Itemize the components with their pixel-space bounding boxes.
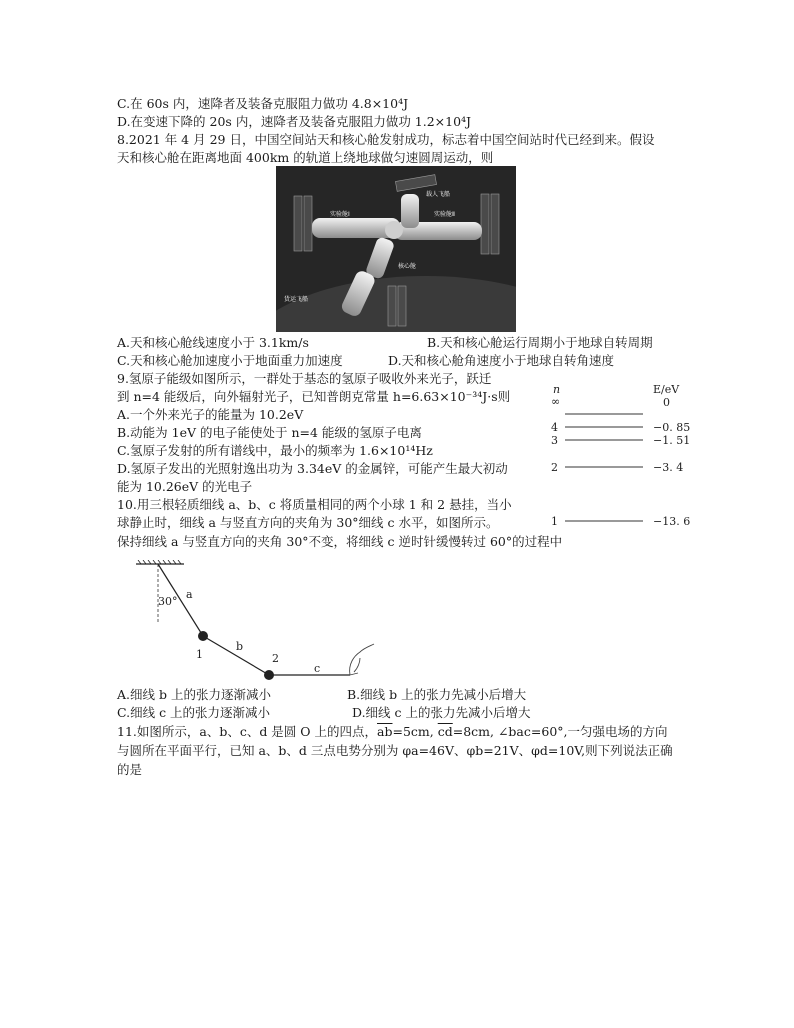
label-b: b: [236, 640, 244, 653]
q11-stem-line1: [117, 723, 668, 740]
q8-option-a: A.天和核心舱线速度小于 3.1km/s: [117, 335, 309, 350]
q10-stem-line1: 10.用三根轻质细线 a、b、c 将质量相同的两个小球 1 和 2 悬挂，当小: [117, 497, 512, 512]
label-ball-1: 1: [196, 648, 203, 661]
level-3-e: −1. 51: [653, 434, 691, 447]
level-4-e: −0. 85: [653, 421, 691, 434]
angle-label: 30°: [158, 595, 178, 608]
energy-header: E/eV: [653, 385, 680, 396]
q9-option-c: C.氢原子发射的所有谱线中，最小的频率为 1.6×10¹⁴Hz: [117, 443, 433, 458]
q11-stem-line3: 的是: [117, 762, 143, 777]
level-2-n: 2: [551, 461, 558, 474]
q8-option-d: D.天和核心舱角速度小于地球自转角速度: [388, 353, 615, 368]
q8-option-c: C.天和核心舱加速度小于地面重力加速度: [117, 353, 343, 368]
q11-stem-part1: 11.如图所示，a、b、c、d 是圆 O 上的四点，: [117, 724, 378, 739]
hydrogen-energy-level-diagram: [545, 385, 695, 535]
q9-option-b: B.动能为 1eV 的电子能使处于 n=4 能级的氢原子电离: [117, 425, 422, 440]
ball-2: [264, 670, 274, 680]
level-1-n: 1: [551, 515, 558, 528]
q10-option-c: C.细线 c 上的张力逐渐减小: [117, 705, 271, 720]
label-cargo-ship: 货运飞船: [284, 296, 309, 303]
level-4-n: 4: [551, 421, 558, 434]
q8-stem-line1: 8.2021 年 4 月 29 日，中国空间站天和核心舱发射成功，标志着中国空间站时代已经到来。假设: [117, 132, 655, 147]
q8-stem-line2: 天和核心舱在距离地面 400km 的轨道上绕地球做匀速圆周运动，则: [117, 150, 494, 165]
level-1-e: −13. 6: [653, 515, 691, 528]
label-lab-module-1: 实验舱Ⅰ: [330, 211, 350, 218]
q10-option-d: D.细线 c 上的张力先减小后增大: [352, 705, 531, 720]
q9-stem-line1: 9.氢原子能级如图所示，一群处于基态的氢原子吸收外来光子，跃迁: [117, 371, 492, 386]
q11-stem-line2: 与圆所在平面平行，已知 a、b、d 三点电势分别为 φa=46V、φb=21V、φd=10V,则下列说法正确: [117, 743, 673, 758]
level-inf-e: 0: [663, 396, 670, 409]
level-3-n: 3: [551, 434, 558, 447]
label-c: c: [314, 662, 321, 675]
q10-stem-line2: 球静止时，细线 a 与竖直方向的夹角为 30°细线 c 水平，如图所示。: [117, 515, 499, 530]
q9-stem-line2: 到 n=4 能级后，向外辐射光子，已知普朗克常量 h=6.63×10⁻³⁴J·s则: [117, 389, 511, 404]
q8-option-b: B.天和核心舱运行周期小于地球自转周期: [427, 335, 653, 350]
q10-option-b: B.细线 b 上的张力先减小后增大: [347, 687, 527, 702]
q11-stem-part2: =5cm,: [392, 724, 438, 739]
arc-cd: $\overline{cd}$: [437, 724, 453, 739]
label-core-module: 核心舱: [398, 263, 417, 270]
level-inf-n: ∞: [551, 395, 561, 408]
q10-option-a: A.细线 b 上的张力逐渐减小: [117, 687, 271, 702]
q7-option-c: C.在 60s 内，速降者及装备克服阻力做功 4.8×10⁴J: [117, 96, 409, 111]
label-a: a: [186, 588, 193, 601]
q11-stem-part3: =8cm, ∠bac=60°,一匀强电场的方向: [452, 724, 668, 739]
q9-option-a: A.一个外来光子的能量为 10.2eV: [117, 407, 304, 422]
ball-1: [198, 631, 208, 641]
level-2-e: −3. 4: [653, 461, 684, 474]
hand-icon: [350, 644, 374, 675]
arc-ab: $\overline{ab}$: [377, 724, 393, 739]
n-header: n: [553, 385, 561, 396]
label-lab-module-2: 实验舱Ⅱ: [434, 211, 455, 218]
q10-stem-line3: 保持细线 a 与竖直方向的夹角 30°不变，将细线 c 逆时针缓慢转过 60°的过程中: [117, 534, 563, 549]
label-ball-2: 2: [272, 652, 279, 665]
q9-option-d-line1: D.氢原子发出的光照射逸出功为 3.34eV 的金属锌，可能产生最大初动: [117, 461, 508, 476]
q7-option-d: D.在变速下降的 20s 内，速降者及装备克服阻力做功 1.2×10⁴J: [117, 114, 472, 129]
label-crew-ship: 载人飞船: [426, 191, 451, 198]
q9-option-d-line2: 能为 10.26eV 的光电子: [117, 479, 253, 494]
space-station-photo: [276, 166, 516, 332]
rope-balls-diagram: [128, 560, 383, 685]
